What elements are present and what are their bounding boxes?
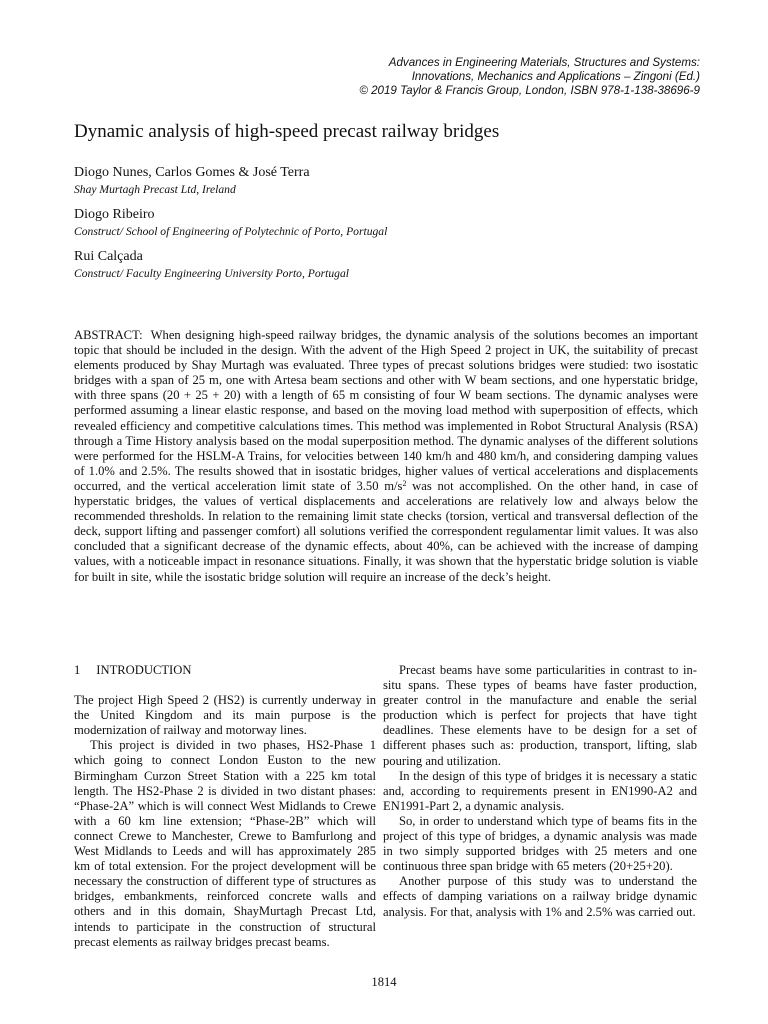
author-affiliation: Shay Murtagh Precast Ltd, Ireland — [74, 183, 236, 196]
journal-header — [180, 56, 700, 98]
paragraph: In the design of this type of bridges it is necessary a static and, according to requirements present in EN1990-A2 and EN1991-Part 2, a dynamic analysis. — [383, 768, 697, 813]
author-group-2 — [74, 206, 694, 239]
author-names: Rui Calçada — [74, 249, 143, 264]
abstract — [74, 328, 698, 585]
section-title: INTRODUCTION — [96, 663, 192, 677]
journal-header-line-3: © 2019 Taylor & Francis Group, London, ISBN 978-1-138-38696-9 — [359, 84, 700, 97]
paragraph: Precast beams have some particularities in contrast to in-situ spans. These types of beams have faster production, greater control in the manufacture and enable the serial production which is perfect for projects that have tight deadlines. These elements have to be design for a set of different phases such as: production, transport, lifting, slab pouring and utilization. — [383, 663, 697, 768]
paragraph: The project High Speed 2 (HS2) is currently underway in the United Kingdom and its main purpose is the modernization of railway and motorway lines. — [74, 693, 376, 738]
author-affiliation: Construct/ Faculty Engineering University Porto, Portugal — [74, 267, 349, 280]
author-names: Diogo Ribeiro — [74, 207, 155, 222]
paper-title: Dynamic analysis of high-speed precast railway bridges — [74, 121, 500, 142]
author-group-3 — [74, 248, 694, 281]
abstract-label: ABSTRACT: — [74, 328, 143, 342]
section-heading-introduction — [74, 663, 376, 678]
author-affiliation: Construct/ School of Engineering of Polytechnic of Porto, Portugal — [74, 225, 388, 238]
left-column — [74, 663, 376, 950]
abstract-text-part-2: was not accomplished. On the other hand, in case of hyperstatic bridges, the values of vertical displacements and accelerations are relatively low and always below the recommended thresholds. In relation to the remaining limit state checks (torsion, vertical and transversal deflection of the deck, support lifting and passenger comfort) all solutions verified the correspondent regulamentar limit values. It was also concluded that a significant decrease of the dynamic effects, about 40%, can be achieved with the increase of damping values, with a noticeable impact in resonance situations. Finally, it was shown that the hyperstatic bridge solution is viable for built in site, while the isostatic bridge solution will require an increase of the deck’s height. — [74, 478, 698, 584]
right-column — [383, 663, 697, 920]
author-names: Diogo Nunes, Carlos Gomes & José Terra — [74, 165, 310, 180]
paragraph: Another purpose of this study was to understand the effects of damping variations on a railway bridge dynamic analysis. For that, analysis with 1% and 2.5% was carried out. — [383, 874, 697, 919]
paragraph: This project is divided in two phases, HS2-Phase 1 which going to connect London Euston to the new Birmingham Curzon Street Station with a 225 km total length. The HS2-Phase 2 is divided in two distant phases: “Phase-2A” which is will connect West Midlands to Crewe with a 60 km line extension; “Phase-2B” which will connect Crewe to Manchester, Crewe to Bamfurlong and West Midlands to Leeds and will has approximately 285 km of total extension. For the project development will be necessary the construction of different type of structures as bridges, embankments, reinforced concrete walls and others and in this domain, ShayMurtagh Precast Ltd, intends to participate in the construction of structural precast elements as railway bridges precast beams. — [74, 738, 376, 949]
author-group-1 — [74, 164, 694, 197]
journal-header-line-1: Advances in Engineering Materials, Structures and Systems: — [388, 56, 700, 69]
abstract-superscript: 2 — [402, 478, 407, 488]
section-number: 1 — [74, 663, 81, 677]
abstract-text-part-1: When designing high-speed railway bridges, the dynamic analysis of the solutions becomes an important topic that should be included in the design. With the advent of the High Speed 2 project in UK, the suitability of precast elements produced by Shay Murtagh was evaluated. Three types of precast solutions bridges were studied: two isostatic bridges with a span of 25 m, one with Artesa beam sections and other with W beam sections, and one hyperstatic bridge, with three spans (20 + 25 + 20) with a length of 65 m consisting of four W beam sections. The dynamic analyses were performed assuming a linear elastic response, and based on the moving load method with superposition of effects, which revealed efficiency and competitive calculations times. This method was implemented in Robot Structural Analysis (RSA) through a Time History analysis based on the modal superposition method. The dynamic analyses of the different solutions were performed for the HSLM-A Trains, for velocities between 140 km/h and 480 km/h, and considering damping values of 1.0% and 2.5%. The results showed that in isostatic bridges, higher values of vertical accelerations and displacements occurred, and the vertical acceleration limit state of 3.50 m/s — [74, 328, 698, 493]
paragraph: So, in order to understand which type of beams fits in the project of this type of bridges, a dynamic analysis was made in two simply supported bridges with 25 meters and one continuous three span bridge with 65 meters (20+25+20). — [383, 813, 697, 874]
page-number: 1814 — [371, 975, 397, 989]
journal-header-line-2: Innovations, Mechanics and Applications – Zingoni (Ed.) — [411, 70, 700, 83]
